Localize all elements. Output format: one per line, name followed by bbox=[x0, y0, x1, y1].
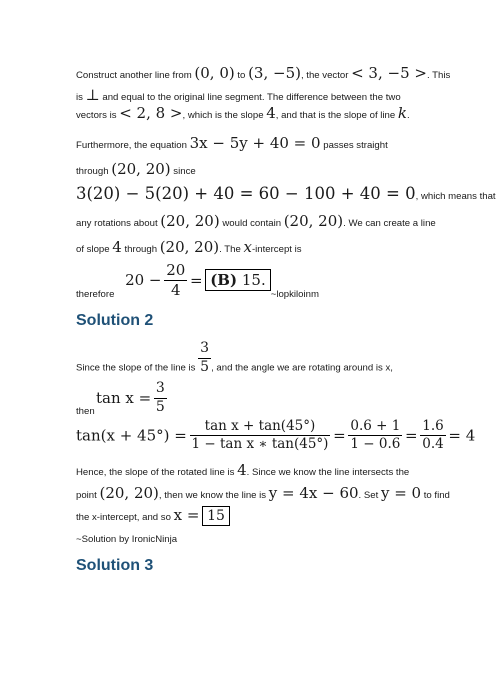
text: and equal to the original line segment. The difference between the two bbox=[99, 92, 401, 103]
math: = 4 bbox=[448, 426, 476, 445]
text: the x-intercept, and so bbox=[76, 512, 174, 523]
math: < 2, 8 > bbox=[119, 104, 183, 122]
fraction bbox=[420, 418, 445, 453]
text: . The bbox=[219, 244, 244, 255]
s1-line-4 bbox=[76, 134, 388, 152]
s2-line-5 bbox=[76, 484, 450, 502]
text: to find bbox=[421, 490, 450, 501]
fraction bbox=[154, 380, 167, 416]
math: tan(x + 45°) = bbox=[76, 426, 187, 445]
numerator: 3 bbox=[154, 380, 167, 399]
math: (20, 20) bbox=[111, 160, 171, 178]
text: since bbox=[170, 166, 196, 177]
text: of slope bbox=[76, 244, 113, 255]
s1-line-8 bbox=[76, 238, 302, 256]
s1-line-6 bbox=[76, 184, 496, 203]
math: = bbox=[333, 426, 346, 445]
answer-box: 15 bbox=[202, 506, 230, 526]
fraction bbox=[164, 261, 187, 300]
denominator: 1 − tan x ∗ tan(45°) bbox=[191, 435, 329, 452]
s2-line-4 bbox=[76, 461, 409, 479]
fraction bbox=[190, 418, 331, 453]
math: 4 bbox=[112, 238, 122, 256]
text: to bbox=[234, 70, 249, 81]
text: Furthermore, the equation bbox=[76, 140, 190, 151]
text: , which is the slope bbox=[182, 110, 267, 121]
text: then bbox=[76, 406, 95, 417]
text: passes straight bbox=[320, 140, 388, 151]
math: 3(20) − 5(20) + 40 = 60 − 100 + 40 = 0 bbox=[76, 184, 416, 203]
math: = bbox=[405, 426, 418, 445]
text: any rotations about bbox=[76, 218, 161, 229]
author-credit: ~Solution by IronicNinja bbox=[76, 534, 178, 545]
text: Hence, the slope of the rotated line is bbox=[76, 467, 238, 478]
text: Since the slope of the line is bbox=[76, 362, 199, 374]
s1-line-7 bbox=[76, 212, 436, 230]
math: (20, 20) bbox=[159, 238, 220, 256]
math: (0, 0) bbox=[194, 64, 235, 82]
denominator: 0.4 bbox=[422, 435, 444, 452]
answer-value: 15. bbox=[241, 271, 266, 290]
math: < 3, −5 > bbox=[351, 64, 427, 82]
math: 4 bbox=[237, 461, 247, 479]
s1-line-5 bbox=[76, 160, 196, 178]
s2-line-6 bbox=[76, 506, 230, 526]
text: -intercept is bbox=[251, 244, 302, 255]
solution-3-heading: Solution 3 bbox=[76, 557, 154, 574]
text: Construct another line from bbox=[76, 70, 195, 81]
text: . bbox=[407, 110, 410, 121]
text: therefore bbox=[76, 288, 115, 300]
math: k bbox=[397, 104, 407, 122]
text: vectors is bbox=[76, 110, 120, 121]
text: point bbox=[76, 490, 100, 501]
text: . This bbox=[426, 70, 451, 81]
numerator: tan x + tan(45°) bbox=[190, 418, 331, 436]
s1-line-3 bbox=[76, 104, 410, 122]
math: 4 bbox=[266, 104, 276, 122]
text: would contain bbox=[219, 218, 284, 229]
text: is bbox=[76, 92, 86, 103]
author-credit: ~lopkiloinm bbox=[270, 288, 319, 300]
text: through bbox=[121, 244, 160, 255]
answer-box bbox=[205, 269, 271, 291]
math: y = 0 bbox=[380, 484, 422, 502]
s1-line-9 bbox=[76, 261, 319, 300]
text: , and that is the slope of line bbox=[275, 110, 398, 121]
math: 20 − bbox=[125, 271, 162, 290]
s1-line-1 bbox=[76, 64, 450, 82]
math: (20, 20) bbox=[160, 212, 220, 230]
math: 3x − 5y + 40 = 0 bbox=[189, 134, 321, 152]
math: (20, 20) bbox=[283, 212, 344, 230]
text: . Since we know the line intersects the bbox=[246, 467, 410, 478]
math: = bbox=[189, 271, 203, 290]
numerator: 20 bbox=[166, 261, 186, 279]
numerator: 1.6 bbox=[422, 418, 444, 434]
s2-line-2 bbox=[76, 380, 167, 416]
fraction bbox=[348, 418, 402, 453]
s2-line-1 bbox=[76, 340, 393, 376]
denominator: 1 − 0.6 bbox=[350, 435, 401, 452]
denominator: 5 bbox=[200, 358, 210, 375]
fraction bbox=[198, 340, 211, 376]
math: x = bbox=[173, 506, 200, 524]
text: , the vector bbox=[300, 70, 352, 81]
text: . We can create a line bbox=[343, 218, 436, 229]
text: through bbox=[76, 166, 112, 177]
text: . Set bbox=[358, 490, 381, 501]
s1-line-2 bbox=[76, 86, 401, 104]
text: , then we know the line is bbox=[158, 490, 269, 501]
solution-2-heading: Solution 2 bbox=[76, 312, 154, 329]
s2-line-3 bbox=[76, 418, 475, 453]
math: (20, 20) bbox=[99, 484, 159, 502]
math: (3, −5) bbox=[248, 64, 301, 82]
text: , and the angle we are rotating around is x, bbox=[211, 362, 393, 374]
denominator: 5 bbox=[155, 398, 165, 415]
s2-credit bbox=[76, 534, 177, 545]
numerator: 3 bbox=[198, 340, 211, 359]
math: tan x = bbox=[96, 389, 152, 407]
numerator: 0.6 + 1 bbox=[350, 418, 401, 434]
math: ⊥ bbox=[85, 86, 100, 104]
answer-choice: (B) bbox=[210, 271, 238, 290]
math: x bbox=[243, 238, 252, 256]
denominator: 4 bbox=[170, 280, 181, 299]
math: y = 4x − 60 bbox=[268, 484, 359, 502]
text: , which means that bbox=[415, 191, 496, 202]
